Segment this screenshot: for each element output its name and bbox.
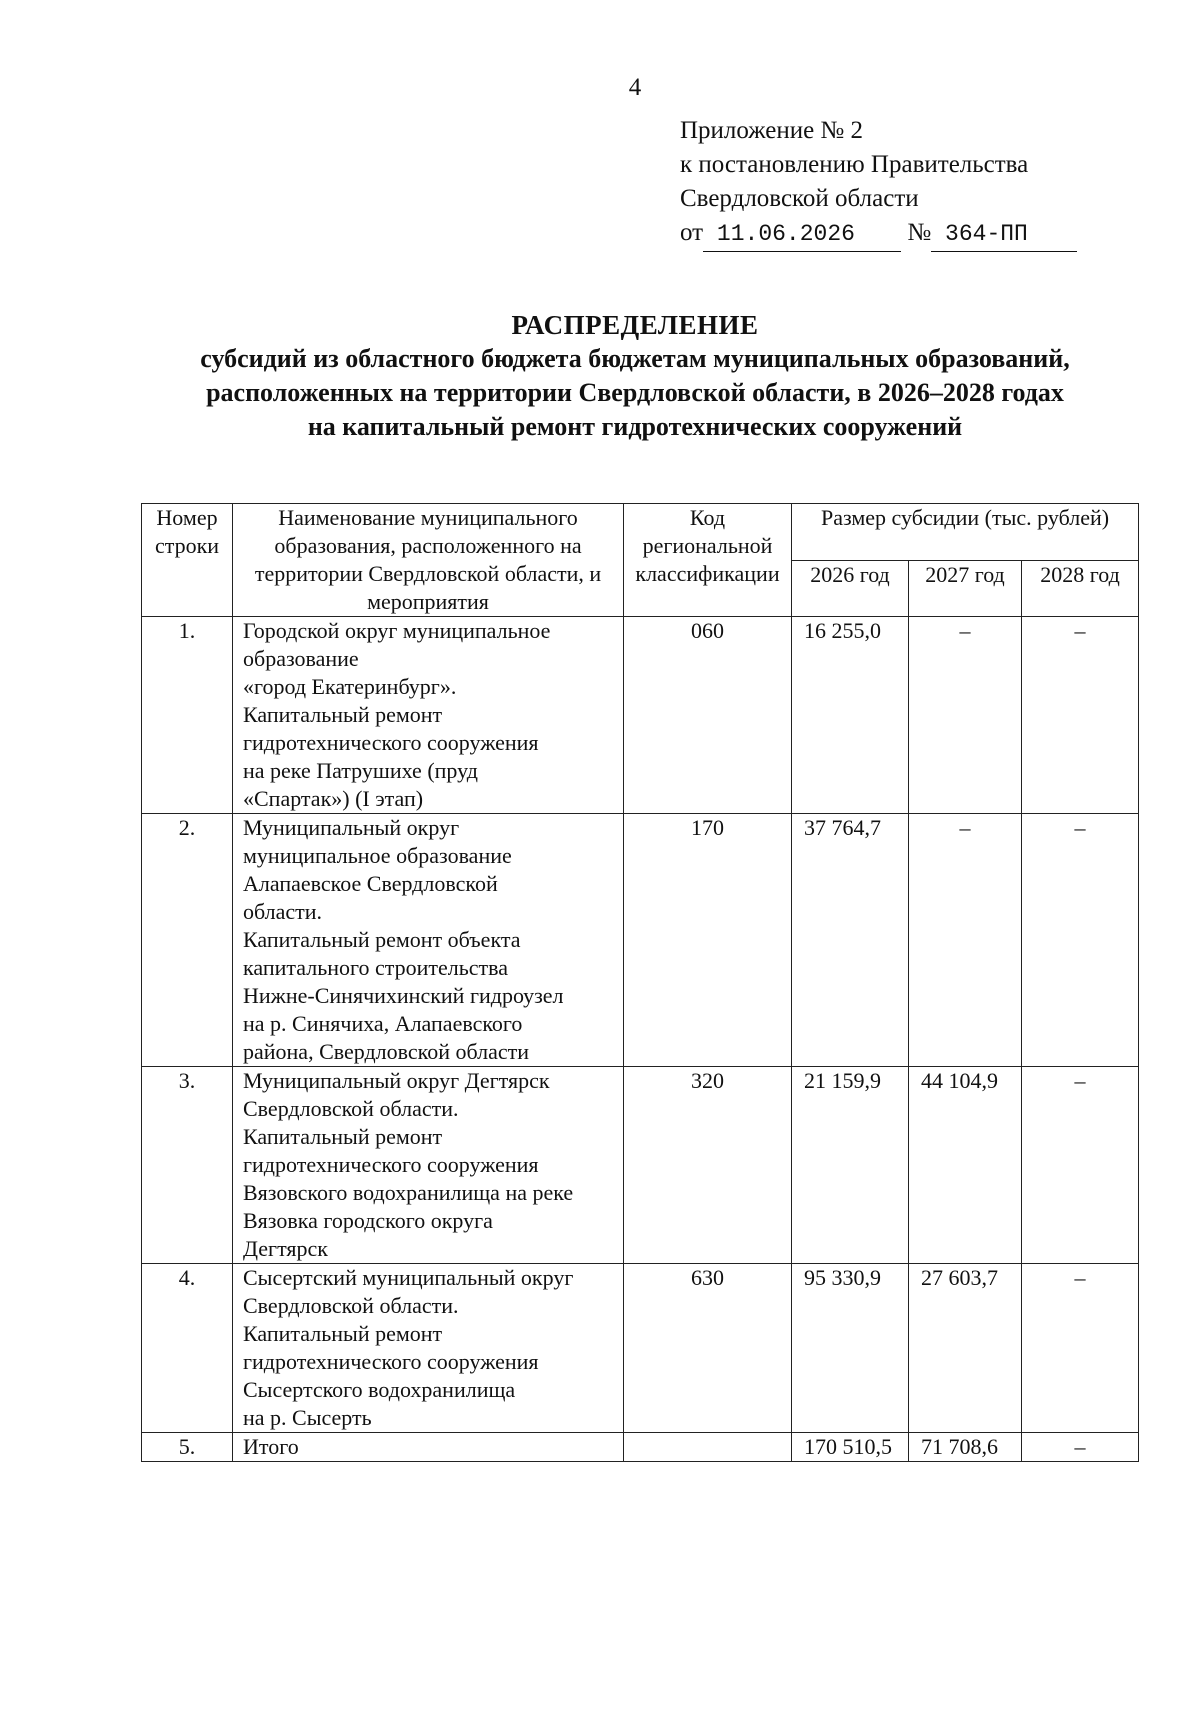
row-name-line: гидротехнического сооружения [243,730,539,755]
row-name-line: Муниципальный округ [243,815,460,840]
row-name-line: Дегтярск [243,1236,328,1261]
row-number: 3. [142,1067,233,1264]
date-prefix: от [680,219,704,246]
row-code: 170 [624,814,792,1067]
row-number: 5. [142,1433,233,1462]
table-row [142,814,1139,1067]
subsidy-table [141,503,1139,1462]
row-name [233,814,624,1067]
row-value-2028: – [1022,1264,1139,1433]
row-value-2028: – [1022,814,1139,1067]
row-code: 630 [624,1264,792,1433]
row-name-line: области. [243,899,323,924]
title-line-1: субсидий из областного бюджета бюджетам муниципальных образований, [200,344,1070,373]
table-row [142,617,1139,814]
title-main: РАСПРЕДЕЛЕНИЕ [511,310,759,340]
resolution-number: 364-ПП [931,217,1077,252]
row-name-line: Свердловской области. [243,1096,459,1121]
title-line-2: расположенных на территории Свердловской области, в 2026–2028 годах [206,378,1064,407]
row-name-line: Капитальный ремонт объекта [243,927,521,952]
row-name-line: Муниципальный округ Дегтярск [243,1068,550,1093]
header-year-2026: 2026 год [792,560,909,617]
row-value-2028: – [1022,1067,1139,1264]
row-code [624,1433,792,1462]
row-name-line: капитального строительства [243,955,509,980]
header-year-2028: 2028 год [1022,560,1139,617]
number-prefix: № [907,219,932,246]
row-name [233,1433,624,1462]
table-row [142,1264,1139,1433]
row-value-2026: 170 510,5 [792,1433,909,1462]
row-name [233,1264,624,1433]
annex-date-line [680,216,1077,252]
row-name-line: Сысертского водохранилища [243,1377,516,1402]
row-name-line: Итого [243,1434,299,1459]
row-name-line: Свердловской области. [243,1293,459,1318]
row-value-2027: 71 708,6 [909,1433,1022,1462]
row-number: 2. [142,814,233,1067]
annex-line-2: к постановлению Правительства [680,151,1029,178]
row-value-2027: – [909,617,1022,814]
annex-block [680,114,1077,252]
row-name-line: на р. Синячиха, Алапаевского [243,1011,523,1036]
row-value-2027: 44 104,9 [909,1067,1022,1264]
row-name-line: Городской округ муниципальное [243,618,551,643]
row-name-line: Капитальный ремонт [243,1321,443,1346]
header-code: Код региональной классификации [624,504,792,617]
document-title [0,308,1200,444]
header-name: Наименование муниципального образования, расположенного на территории Свердловской области, и мероприятия [233,504,624,617]
row-value-2026: 21 159,9 [792,1067,909,1264]
row-value-2027: – [909,814,1022,1067]
row-name-line: Алапаевское Свердловской [243,871,498,896]
row-number: 4. [142,1264,233,1433]
row-value-2027: 27 603,7 [909,1264,1022,1433]
row-name-line: Капитальный ремонт [243,1124,443,1149]
header-row [142,504,1139,561]
row-name-line: «Спартак») (I этап) [243,786,424,811]
annex-line-1: Приложение № 2 [680,117,864,144]
row-name-line: гидротехнического сооружения [243,1349,539,1374]
row-value-2026: 95 330,9 [792,1264,909,1433]
row-value-2026: 37 764,7 [792,814,909,1067]
row-value-2026: 16 255,0 [792,617,909,814]
row-name-line: Вязовка городского округа [243,1208,493,1233]
table-row [142,1067,1139,1264]
row-number: 1. [142,617,233,814]
page-number: 4 [628,74,642,101]
row-name-line: района, Свердловской области [243,1039,530,1064]
row-name-line: на реке Патрушихе (пруд [243,758,478,783]
annex-line-3: Свердловской области [680,185,919,212]
title-line-3: на капитальный ремонт гидротехнических сооружений [307,412,963,441]
row-name-line: «город Екатеринбург». [243,674,457,699]
row-name-line: муниципальное образование [243,843,512,868]
row-name-line: гидротехнического сооружения [243,1152,539,1177]
row-name-line: на р. Сысерть [243,1405,372,1430]
header-row-number: Номер строки [142,504,233,617]
row-name-line: Вязовского водохранилища на реке [243,1180,574,1205]
row-code: 060 [624,617,792,814]
resolution-date: 11.06.2026 [703,217,901,252]
row-name-line: образование [243,646,359,671]
header-year-2027: 2027 год [909,560,1022,617]
table-row [142,1433,1139,1462]
row-value-2028: – [1022,617,1139,814]
row-value-2028: – [1022,1433,1139,1462]
header-subsidy: Размер субсидии (тыс. рублей) [792,504,1139,561]
row-name-line: Капитальный ремонт [243,702,443,727]
row-name-line: Нижне-Синячихинский гидроузел [243,983,564,1008]
row-name [233,617,624,814]
row-code: 320 [624,1067,792,1264]
row-name [233,1067,624,1264]
row-name-line: Сысертский муниципальный округ [243,1265,574,1290]
